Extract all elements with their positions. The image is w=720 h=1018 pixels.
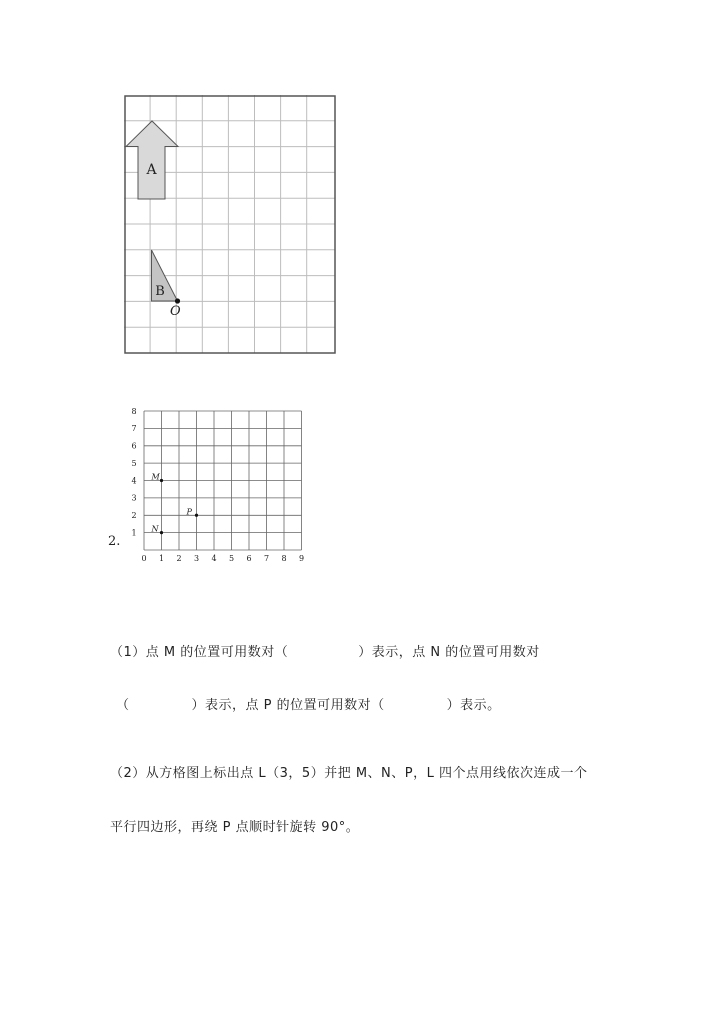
x-tick-label: 3	[193, 554, 200, 563]
q1-text-c: （	[116, 698, 130, 713]
question-number: 2.	[108, 534, 121, 549]
y-tick-label: 2	[131, 511, 137, 520]
figure-1-grid	[124, 95, 336, 355]
coord-grid-lines	[144, 411, 302, 550]
y-tick-label: 1	[131, 528, 137, 538]
x-tick-label: 8	[281, 554, 287, 563]
y-tick-label: 7	[131, 424, 137, 433]
y-tick-label: 8	[131, 407, 137, 416]
x-tick-label: 5	[228, 554, 235, 563]
question-1-line-2	[116, 694, 501, 713]
q1-text-e: ）表示。	[446, 698, 501, 713]
question-2-line-2: 平行四边形，再绕 P 点顺时针旋转 90°。	[110, 820, 360, 835]
x-tick-label: 0	[141, 554, 147, 563]
x-tick-label: 1	[158, 554, 165, 563]
y-tick-label: 6	[131, 441, 137, 451]
figure-2-coordinate-grid	[126, 403, 316, 565]
question-1-line-1	[110, 641, 540, 660]
x-tick-label: 7	[263, 554, 270, 563]
arrow-label-a: A	[146, 162, 157, 178]
triangle-label-b: B	[155, 284, 165, 299]
y-tick-label: 3	[131, 493, 137, 503]
point-m-label: M	[151, 472, 160, 482]
y-tick-label: 5	[131, 459, 137, 468]
point-o-label: O	[170, 304, 181, 319]
point-p-label: P	[186, 507, 192, 517]
x-tick-label: 6	[246, 554, 252, 563]
y-tick-label: 4	[131, 476, 137, 486]
q1-text-a: （1）点 M 的位置可用数对（	[110, 645, 289, 660]
q1-text-b: ）表示，点 N 的位置可用数对	[358, 645, 540, 660]
question-2-line-1: （2）从方格图上标出点 L（3，5）并把 M、N、P，L 四个点用线依次连成一个	[110, 766, 588, 781]
x-tick-label: 2	[176, 554, 182, 563]
x-tick-label: 9	[298, 554, 305, 563]
point-o-dot	[175, 298, 180, 303]
point-m-dot	[160, 479, 163, 482]
x-tick-label: 4	[211, 554, 217, 563]
point-p-dot	[195, 514, 198, 517]
q1-text-d: ）表示，点 P 的位置可用数对（	[191, 698, 385, 713]
point-n-label: N	[151, 524, 159, 534]
point-n-dot	[160, 531, 163, 534]
point-layer	[151, 473, 199, 535]
arrow-shape-a	[126, 121, 178, 199]
